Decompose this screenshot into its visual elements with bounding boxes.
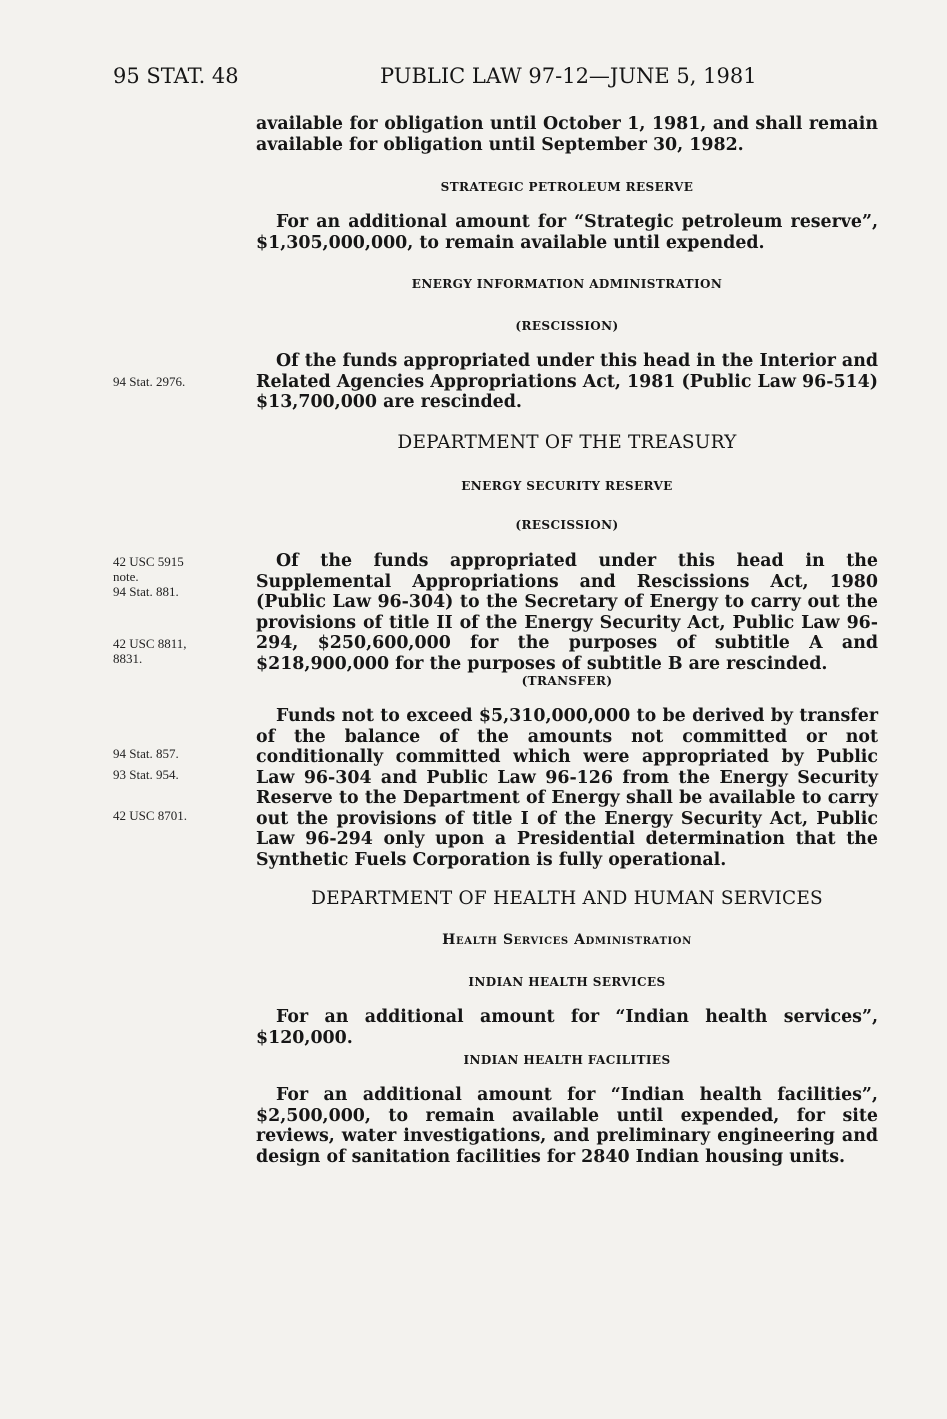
section-paragraph: For an additional amount for “Strategic petroleum reserve”, $1,305,000,000, to remain available until expended. — [256, 212, 878, 253]
section-heading: INDIAN HEALTH SERVICES — [468, 975, 666, 989]
section-subheading: (RESCISSION) — [515, 319, 619, 333]
energy-security-rescission — [256, 518, 878, 532]
energy-security-reserve-section — [256, 479, 878, 493]
agency-heading: Health Services Administration — [442, 932, 692, 948]
margin-citation: 42 USC 8701. — [113, 808, 188, 823]
strategic-petroleum-body — [256, 212, 878, 253]
energy-information-rescission — [256, 319, 878, 333]
section-heading: STRATEGIC PETROLEUM RESERVE — [440, 180, 694, 194]
margin-citation: 42 USC 8811, — [113, 636, 187, 651]
department-heading: DEPARTMENT OF THE TREASURY — [397, 432, 737, 453]
intro-paragraph: available for obligation until October 1, 1981, and shall remain available for obligation until September 30, 1982. — [256, 114, 878, 155]
margin-citation: 93 Stat. 954. — [113, 767, 179, 782]
department-treasury — [256, 432, 878, 453]
indian-health-services-section — [256, 975, 878, 989]
strategic-petroleum-section — [256, 180, 878, 194]
section-paragraph: Of the funds appropriated under this head in the Interior and Related Agencies Appropriations Act, 1981 (Public Law 96-514) $13,700,000 are rescinded. — [256, 351, 878, 412]
section-heading: INDIAN HEALTH FACILITIES — [463, 1053, 671, 1067]
department-heading: DEPARTMENT OF HEALTH AND HUMAN SERVICES — [311, 888, 823, 909]
running-head: PUBLIC LAW 97-12—JUNE 5, 1981 — [380, 64, 757, 88]
department-hhs — [256, 888, 878, 909]
health-services-administration — [256, 932, 878, 948]
section-subheading: (RESCISSION) — [515, 518, 619, 532]
section-heading: ENERGY SECURITY RESERVE — [461, 479, 673, 493]
margin-citation: 94 Stat. 2976. — [113, 374, 186, 389]
margin-citation: note. — [113, 569, 139, 584]
section-paragraph: Funds not to exceed $5,310,000,000 to be derived by transfer of the balance of the amounts not committed or not conditionally committed which were appropriated by Public Law 96-304 and Public Law 96-126 from the Energy Security Reserve to the Department of Energy shall be available to carry out the provisions of title I of the Energy Security Act, Public Law 96-294 only upon a Presidential determination that the Synthetic Fuels Corporation is fully operational. — [256, 706, 878, 870]
margin-citation: 94 Stat. 857. — [113, 746, 179, 761]
indian-health-facilities-section — [256, 1053, 878, 1067]
section-paragraph: Of the funds appropriated under this head in the Supplemental Appropriations and Rescissions Act, 1980 (Public Law 96-304) to the Secretary of Energy to carry out the provisions of title II of the Energy Security Act, Public Law 96-294, $250,600,000 for the purposes of subtitle A and $218,900,000 for the purposes of subtitle B are rescinded. — [256, 551, 878, 674]
margin-citation: 8831. — [113, 651, 143, 666]
transfer-heading-block — [256, 674, 878, 688]
energy-security-body — [256, 551, 878, 674]
statute-page-reference: 95 STAT. 48 — [113, 64, 239, 88]
section-paragraph: For an additional amount for “Indian health facilities”, $2,500,000, to remain available until expended, for site reviews, water investigations, and preliminary engineering and design of sanitation facilities for 2840 Indian housing units. — [256, 1085, 878, 1167]
section-heading: ENERGY INFORMATION ADMINISTRATION — [411, 277, 723, 291]
section-subheading: (TRANSFER) — [521, 674, 613, 688]
intro-block — [256, 114, 878, 155]
energy-information-body — [256, 351, 878, 413]
energy-information-section — [256, 277, 878, 291]
indian-health-facilities-body — [256, 1085, 878, 1167]
indian-health-services-body — [256, 1007, 878, 1048]
transfer-body — [256, 706, 878, 870]
section-paragraph: For an additional amount for “Indian health services”, $120,000. — [256, 1007, 878, 1048]
margin-citation: 94 Stat. 881. — [113, 584, 179, 599]
margin-citation: 42 USC 5915 — [113, 554, 184, 569]
